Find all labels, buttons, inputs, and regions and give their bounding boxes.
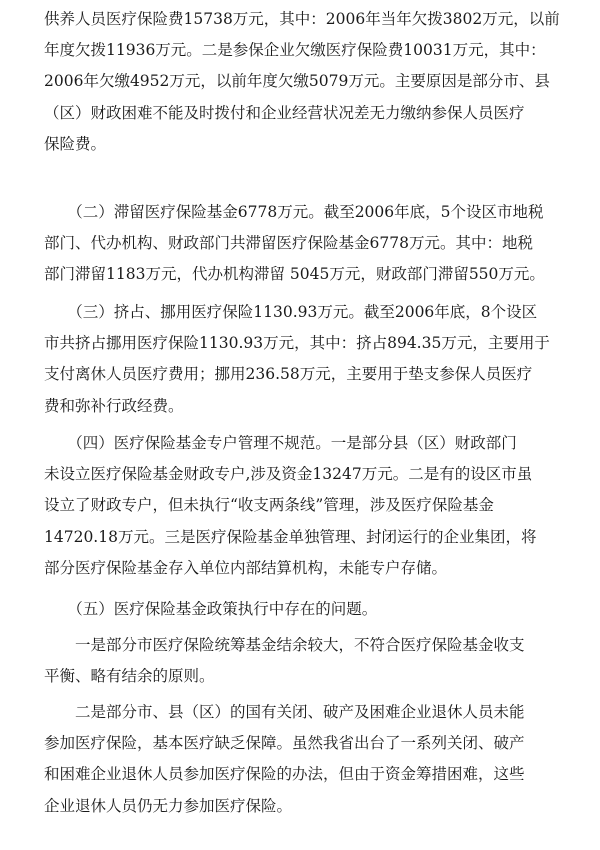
text-line: 设立了财政专户，但未执行“收支两条线”管理，涉及医疗保险基金 [44,496,494,515]
paragraph-retained-funds [44,197,564,291]
text-line: 2006年欠缴4952万元，以前年度欠缴5079万元。主要原因是部分市、县 [44,72,550,91]
text-line: 二是部分市、县（区）的国有关闭、破产及困难企业退休人员未能 [44,703,525,721]
text-line: （三）挤占、挪用医疗保险1130.93万元。截至2006年底，8个设区 [44,303,538,321]
text-line: 平衡、略有结余的原则。 [44,667,215,686]
text-line: 和困难企业退休人员参加医疗保险的办法，但由于资金筹措困难，这些 [44,765,525,784]
paragraph-fund-surplus [44,630,564,692]
text-line: 年度欠拨11936万元。二是参保企业欠缴医疗保险费10031万元，其中： [44,41,546,60]
text-line: 市共挤占挪用医疗保险1130.93万元，其中：挤占894.35万元，主要用于 [44,334,550,353]
paragraph-overdue-payments [44,4,564,160]
text-line: 部门、代办机构、财政部门共滞留医疗保险基金6778万元。其中：地税 [44,234,533,253]
paragraph-misappropriated-funds [44,297,564,422]
text-line: 14720.18万元。三是医疗保险基金单独管理、封闭运行的企业集团，将 [44,527,537,546]
text-line: 支付离休人员医疗费用；挪用236.58万元，主要用于垫支参保人员医疗 [44,365,533,384]
paragraph-retiree-coverage [44,697,564,822]
text-line: 部分医疗保险基金存入单位内部结算机构，未能专户存储。 [44,558,448,577]
section-heading-policy-issues [44,594,564,625]
text-line: 保险费。 [44,134,107,153]
text-line: （区）财政困难不能及时拨付和企业经营状况差无力缴纳参保人员医疗 [44,103,525,122]
text-line: 一是部分市医疗保险统筹基金结余较大，不符合医疗保险基金收支 [44,636,525,654]
text-line: 费和弥补行政经费。 [44,396,184,415]
text-line: （四）医疗保险基金专户管理不规范。一是部分县（区）财政部门 [44,434,517,452]
text-line: 部门滞留1183万元，代办机构滞留 5045万元，财政部门滞留550万元。 [44,265,545,284]
text-line: 供养人员医疗保险费15738万元，其中：2006年当年欠拨3802万元，以前 [44,10,560,28]
text-line: 参加医疗保险，基本医疗缺乏保障。虽然我省出台了一系列关闭、破产 [44,734,525,753]
text-line: 未设立医疗保险基金财政专户,涉及资金13247万元。二是有的设区市虽 [44,465,533,484]
text-line: 企业退休人员仍无力参加医疗保险。 [44,796,293,815]
text-line: （二）滞留医疗保险基金6778万元。截至2006年底，5个设区市地税 [44,203,544,221]
text-line: （五）医疗保险基金政策执行中存在的问题。 [44,600,378,618]
paragraph-account-management [44,428,564,584]
